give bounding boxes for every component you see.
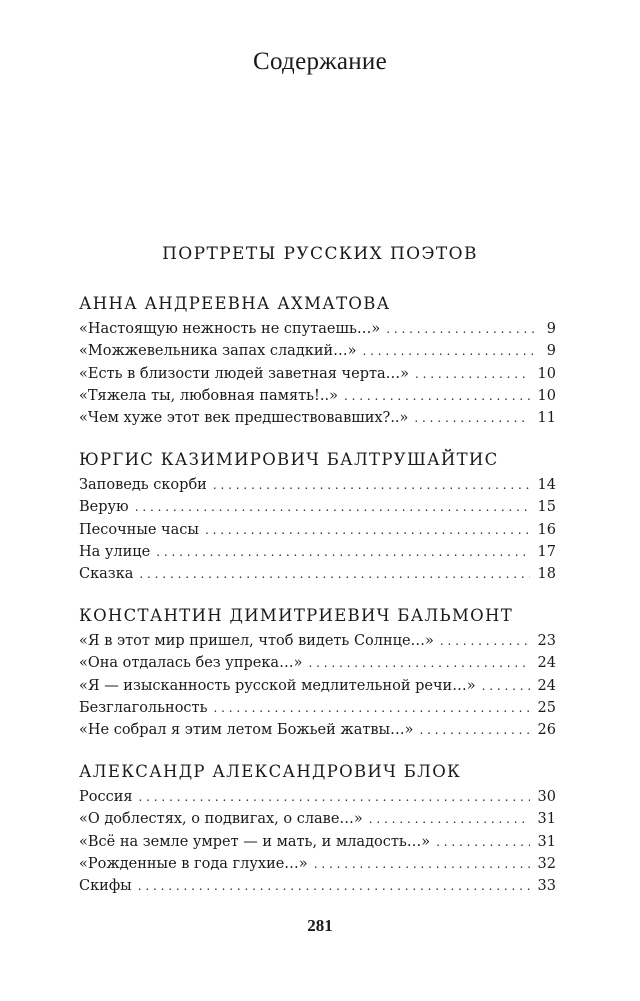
dot-leader: [482, 675, 530, 697]
dot-leader: [386, 318, 534, 340]
author-heading: АЛЕКСАНДР АЛЕКСАНДРОВИЧ БЛОК: [79, 762, 462, 781]
entry-title: «Чем хуже этот век предшествовавших?..»: [79, 410, 409, 427]
entry-page: 31: [537, 811, 556, 828]
toc-entry: [79, 875, 556, 897]
entry-title: «Рожденные в года глухие…»: [79, 855, 308, 872]
dot-leader: [213, 474, 530, 496]
entry-title: Россия: [79, 789, 133, 805]
entry-title: Песочные часы: [79, 521, 199, 538]
toc-entry: [79, 407, 556, 429]
part-title: ПОРТРЕТЫ РУССКИХ ПОЭТОВ: [162, 244, 478, 264]
toc-section: [79, 758, 556, 897]
toc-entry: [79, 630, 556, 652]
entry-page: 11: [537, 410, 556, 427]
dot-leader: [440, 630, 530, 652]
entry-title: «Я в этот мир пришел, чтоб видеть Солнце…»: [79, 633, 434, 649]
dot-leader: [369, 808, 530, 830]
entry-title: Верую: [79, 499, 129, 516]
entry-page: 31: [537, 833, 556, 850]
dot-leader: [415, 363, 530, 385]
author-heading: АННА АНДРЕЕВНА АХМАТОВА: [79, 294, 391, 313]
toc-entry: [79, 496, 556, 518]
dot-leader: [419, 719, 529, 741]
toc-entry: [79, 340, 556, 362]
entry-page: 32: [537, 855, 556, 872]
entry-title: Сказка: [79, 566, 134, 583]
toc-entry: [79, 697, 556, 719]
page-title: Содержание: [253, 48, 387, 75]
toc-entry: [79, 719, 556, 741]
entry-title: Безглагольность: [79, 699, 208, 716]
entry-page: 33: [537, 878, 556, 895]
dot-leader: [314, 853, 530, 875]
toc-section: [79, 290, 556, 429]
entry-page: 14: [537, 477, 556, 493]
entry-title: «О доблестях, о подвигах, о славе…»: [79, 811, 363, 828]
entry-title: «Настоящую нежность не спутаешь…»: [79, 321, 381, 337]
toc-entry: [79, 318, 556, 340]
dot-leader: [344, 385, 530, 407]
entry-title: «Можжевельника запах сладкий…»: [79, 343, 357, 360]
toc-section: [79, 602, 556, 741]
dot-leader: [135, 496, 530, 518]
entry-page: 10: [537, 387, 556, 404]
entry-page: 30: [537, 789, 556, 805]
dot-leader: [213, 697, 529, 719]
page-number: 281: [307, 916, 333, 935]
toc-entry: [79, 808, 556, 830]
entry-title: «Есть в близости людей заветная черта…»: [79, 365, 410, 382]
dot-leader: [414, 407, 529, 429]
entry-title: Скифы: [79, 878, 132, 895]
entry-page: 24: [537, 655, 556, 672]
toc-entry: [79, 786, 556, 808]
dot-leader: [205, 519, 530, 541]
entry-title: «Тяжела ты, любовная память!..»: [79, 387, 338, 404]
entry-title: «Всё на земле умрет — и мать, и младость…»: [79, 833, 431, 850]
entry-page: 10: [537, 365, 556, 382]
dot-leader: [363, 340, 534, 362]
entry-page: 9: [546, 321, 556, 337]
dot-leader: [436, 831, 529, 853]
entry-page: 15: [537, 499, 556, 516]
toc-entry: [79, 363, 556, 385]
dot-leader: [308, 652, 529, 674]
toc-entry: [79, 519, 556, 541]
dot-leader: [138, 875, 530, 897]
toc-entry: [79, 385, 556, 407]
toc-entry: [79, 853, 556, 875]
toc-entry: [79, 474, 556, 496]
entry-page: 25: [537, 699, 556, 716]
entry-page: 24: [537, 677, 556, 694]
entry-title: «Не собрал я этим летом Божьей жатвы…»: [79, 722, 414, 739]
dot-leader: [139, 563, 529, 585]
toc-entry: [79, 541, 556, 563]
dot-leader: [139, 786, 530, 808]
toc-entry: [79, 675, 556, 697]
entry-title: «Она отдалась без упрека…»: [79, 655, 303, 672]
dot-leader: [156, 541, 529, 563]
entry-page: 9: [546, 343, 556, 360]
toc-entry: [79, 563, 556, 585]
toc-entry: [79, 652, 556, 674]
toc-entry: [79, 831, 556, 853]
entry-page: 23: [537, 633, 556, 649]
entry-title: На улице: [79, 543, 151, 560]
toc-section: [79, 446, 556, 585]
entry-page: 18: [537, 566, 556, 583]
entry-page: 17: [537, 543, 556, 560]
entry-page: 16: [537, 521, 556, 538]
author-heading: КОНСТАНТИН ДИМИТРИЕВИЧ БАЛЬМОНТ: [79, 606, 513, 625]
entry-page: 26: [537, 722, 556, 739]
entry-title: «Я — изысканность русской медлительной речи…»: [79, 677, 476, 694]
author-heading: ЮРГИС КАЗИМИРОВИЧ БАЛТРУШАЙТИС: [79, 450, 499, 469]
entry-title: Заповедь скорби: [79, 477, 207, 493]
